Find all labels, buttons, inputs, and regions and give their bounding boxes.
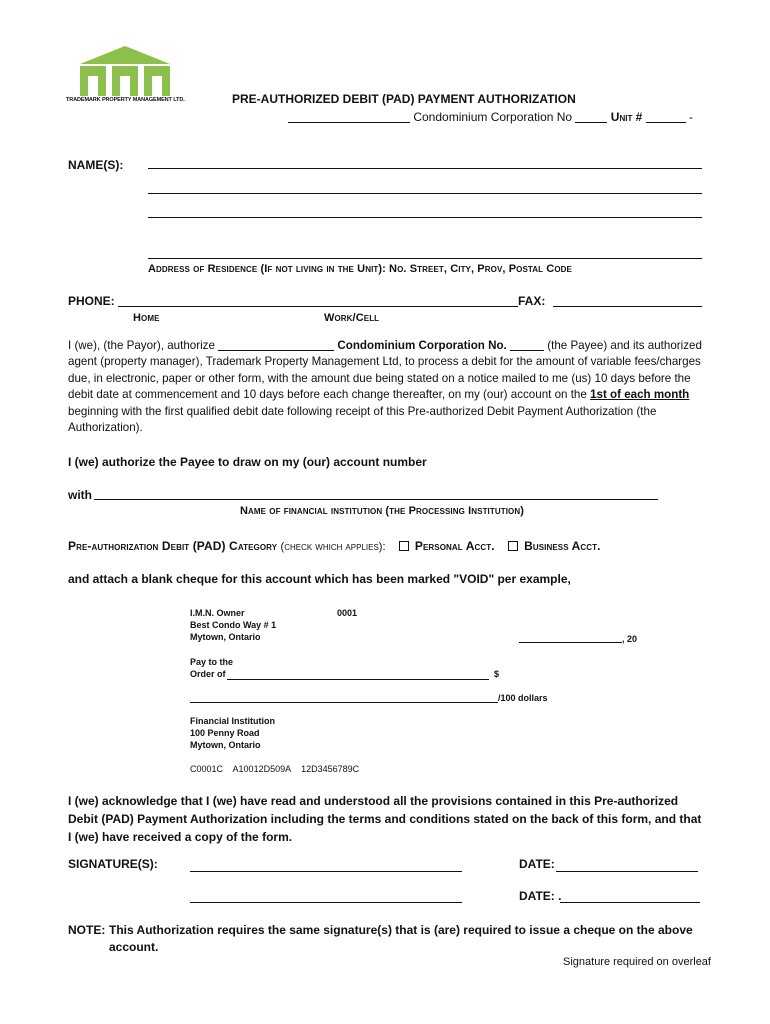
cheque-year: , 20	[622, 634, 638, 644]
cheque-dollar-sign: $	[494, 669, 500, 679]
cheque-micr	[190, 764, 359, 774]
personal-checkbox[interactable]	[399, 541, 409, 551]
cheque-owner-address: Best Condo Way # 1	[190, 620, 277, 630]
overleaf-footer: Signature required on overleaf	[563, 956, 711, 968]
payor-text-3: beginning with the first qualified debit date following receipt of this Pre-authorized Debit Payment Authorization (the Authorization).	[68, 404, 657, 435]
names-line-1[interactable]	[148, 168, 702, 169]
business-checkbox[interactable]	[508, 541, 518, 551]
fax-label: FAX:	[518, 294, 546, 308]
work-caption: Work/Cell	[324, 312, 380, 324]
cheque-payto	[190, 656, 233, 680]
cheque-payto-2: Order of	[190, 669, 226, 679]
subtitle-unit-label: Unit #	[610, 110, 643, 124]
cheque-owner-city: Mytown, Ontario	[190, 632, 261, 642]
cheque-institution-block	[190, 715, 275, 751]
payor-blank[interactable]	[218, 350, 334, 351]
payor-corp-label: Condominium Corporation No.	[337, 339, 507, 352]
names-line-2[interactable]	[148, 193, 702, 194]
with-label: with	[68, 488, 92, 502]
acknowledgement-paragraph: I (we) acknowledge that I (we) have read and understood all the provisions contained in this Pre-authorized Debit (PAD) Payment Authorization including the terms and conditions stated on the back of this form, and that I (we) have received a copy of the form.	[68, 794, 702, 844]
note-label: NOTE:	[68, 923, 106, 937]
category-label: Pre-authorization Debit (PAD) Category	[68, 539, 278, 553]
date-line-2[interactable]	[560, 902, 700, 903]
business-acct-label: Business Acct.	[524, 539, 601, 553]
note-text-1: This Authorization requires the same signature(s) that is (are) required to issue a cheque on the above	[109, 923, 693, 937]
payor-corp-number-blank[interactable]	[510, 350, 544, 351]
cheque-hundred: /100 dollars	[498, 693, 548, 703]
cheque-owner-block	[190, 607, 276, 643]
date-label-2: DATE: .	[519, 889, 562, 903]
logo-company-name: TRADEMARK PROPERTY MANAGEMENT LTD.	[66, 97, 185, 103]
authorize-account-line: I (we) authorize the Payee to draw on my (our) account number	[68, 455, 427, 469]
form-title: PRE-AUTHORIZED DEBIT (PAD) PAYMENT AUTHORIZATION	[232, 92, 576, 106]
institution-line[interactable]	[94, 499, 658, 500]
micr-transit: C0001C	[190, 764, 224, 774]
date-line-1[interactable]	[556, 871, 698, 872]
payor-authorization-paragraph	[68, 338, 704, 436]
micr-account: 12D3456789C	[301, 764, 360, 774]
cheque-fi-city: Mytown, Ontario	[190, 740, 261, 750]
cheque-owner: I.M.N. Owner	[190, 608, 245, 618]
signature-label: SIGNATURE(S):	[68, 857, 158, 871]
cheque-number: 0001	[337, 608, 358, 618]
names-label: NAME(S):	[68, 158, 124, 172]
cheque-amount-line	[190, 702, 498, 703]
subtitle-end: -	[689, 110, 694, 124]
cheque-fi-address: 100 Penny Road	[190, 728, 260, 738]
cheque-fi-name: Financial Institution	[190, 716, 275, 726]
subtitle-corp-label: Condominium Corporation No	[413, 110, 573, 124]
corp-name-blank[interactable]	[288, 122, 410, 123]
names-line-3[interactable]	[148, 217, 702, 218]
fax-line[interactable]	[553, 306, 702, 307]
pad-category	[68, 539, 601, 553]
address-caption: Address of Residence (If not living in the Unit): No. Street, City, Prov, Postal Code	[148, 263, 572, 275]
payor-month: 1st of each month	[590, 388, 690, 402]
personal-acct-label: Personal Acct.	[414, 539, 495, 553]
phone-line[interactable]	[118, 306, 518, 307]
category-hint: (check which applies):	[280, 541, 386, 553]
form-subtitle	[288, 110, 693, 124]
note-text-2: account.	[109, 940, 159, 954]
payor-text-2: (the Payee) and its authorized agent (property manager), Trademark Property Management Ltd, to process a debit for the amount of variable fees/charges due, in electronic, paper or other form, with the amount due being stated on a notice mailed to me (us) 10 days before the debit date at commencement and 10 days before each change thereafter, on my (our) account on the	[68, 339, 702, 402]
payor-text-1: I (we), (the Payor), authorize	[68, 339, 215, 352]
home-caption: Home	[133, 312, 160, 324]
cheque-date-line	[519, 642, 622, 643]
signature-line-1[interactable]	[190, 871, 462, 872]
cheque-payto-1: Pay to the	[190, 657, 234, 667]
address-line[interactable]	[148, 258, 702, 259]
corp-number-blank[interactable]	[575, 122, 607, 123]
institution-caption: Name of financial institution (the Processing Institution)	[240, 505, 525, 517]
unit-number-blank[interactable]	[646, 122, 686, 123]
micr-institution: A10012D509A	[232, 764, 292, 774]
date-label-1: DATE:	[519, 857, 555, 871]
cheque-payee-line	[227, 679, 489, 680]
signature-line-2[interactable]	[190, 902, 462, 903]
phone-label: PHONE:	[68, 294, 115, 308]
attach-cheque-line: and attach a blank cheque for this account which has been marked "VOID" per example,	[68, 572, 571, 586]
